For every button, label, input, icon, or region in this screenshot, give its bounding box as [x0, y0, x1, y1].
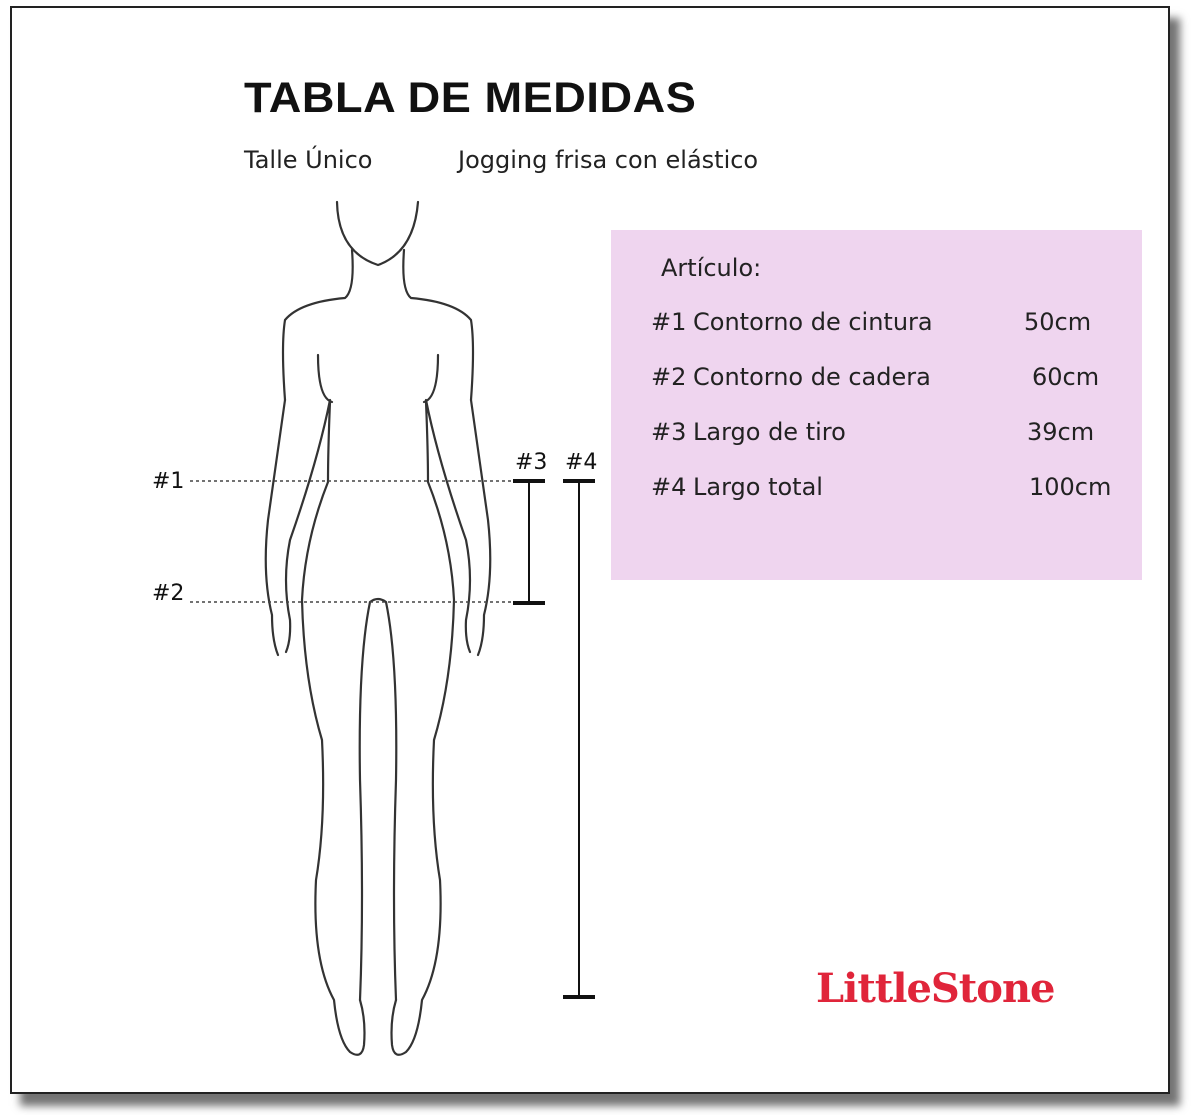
- row-label: Contorno de cadera: [693, 363, 931, 391]
- right-bust-line: [424, 355, 438, 402]
- left-shoulder-outline: [283, 250, 353, 400]
- right-arm-inner: [426, 400, 470, 652]
- right-shoulder-outline: [403, 250, 473, 400]
- panel-heading: Artículo:: [661, 254, 762, 282]
- hip-marker-label: #2: [152, 581, 185, 606]
- left-body-outline: [302, 402, 365, 1055]
- littlestone-logo: LittleStone: [816, 965, 1055, 1012]
- head-outline: [337, 202, 418, 265]
- right-body-outline: [392, 402, 455, 1055]
- rise-marker-label: #3: [515, 450, 548, 475]
- row-value: 60cm: [1032, 363, 1100, 391]
- row-value: 39cm: [1027, 418, 1095, 446]
- left-arm-inner: [286, 400, 330, 652]
- measurements-panel: [611, 230, 1142, 580]
- row-number: #3: [651, 418, 687, 446]
- inner-legs-outline: [360, 599, 397, 1000]
- row-value: 100cm: [1029, 473, 1112, 501]
- page-title: TABLA DE MEDIDAS: [244, 74, 697, 122]
- row-value: 50cm: [1024, 308, 1092, 336]
- total-marker-label: #4: [565, 450, 598, 475]
- row-number: #1: [651, 308, 687, 336]
- row-label: Contorno de cintura: [693, 308, 933, 336]
- left-arm-outer: [266, 400, 285, 655]
- product-name: Jogging frisa con elástico: [458, 146, 759, 174]
- row-number: #2: [651, 363, 687, 391]
- waist-marker-label: #1: [152, 469, 185, 494]
- row-number: #4: [651, 473, 687, 501]
- left-bust-line: [318, 355, 332, 402]
- row-label: Largo total: [693, 473, 823, 501]
- row-label: Largo de tiro: [693, 418, 846, 446]
- size-label: Talle Único: [244, 146, 373, 174]
- right-arm-outer: [471, 400, 490, 655]
